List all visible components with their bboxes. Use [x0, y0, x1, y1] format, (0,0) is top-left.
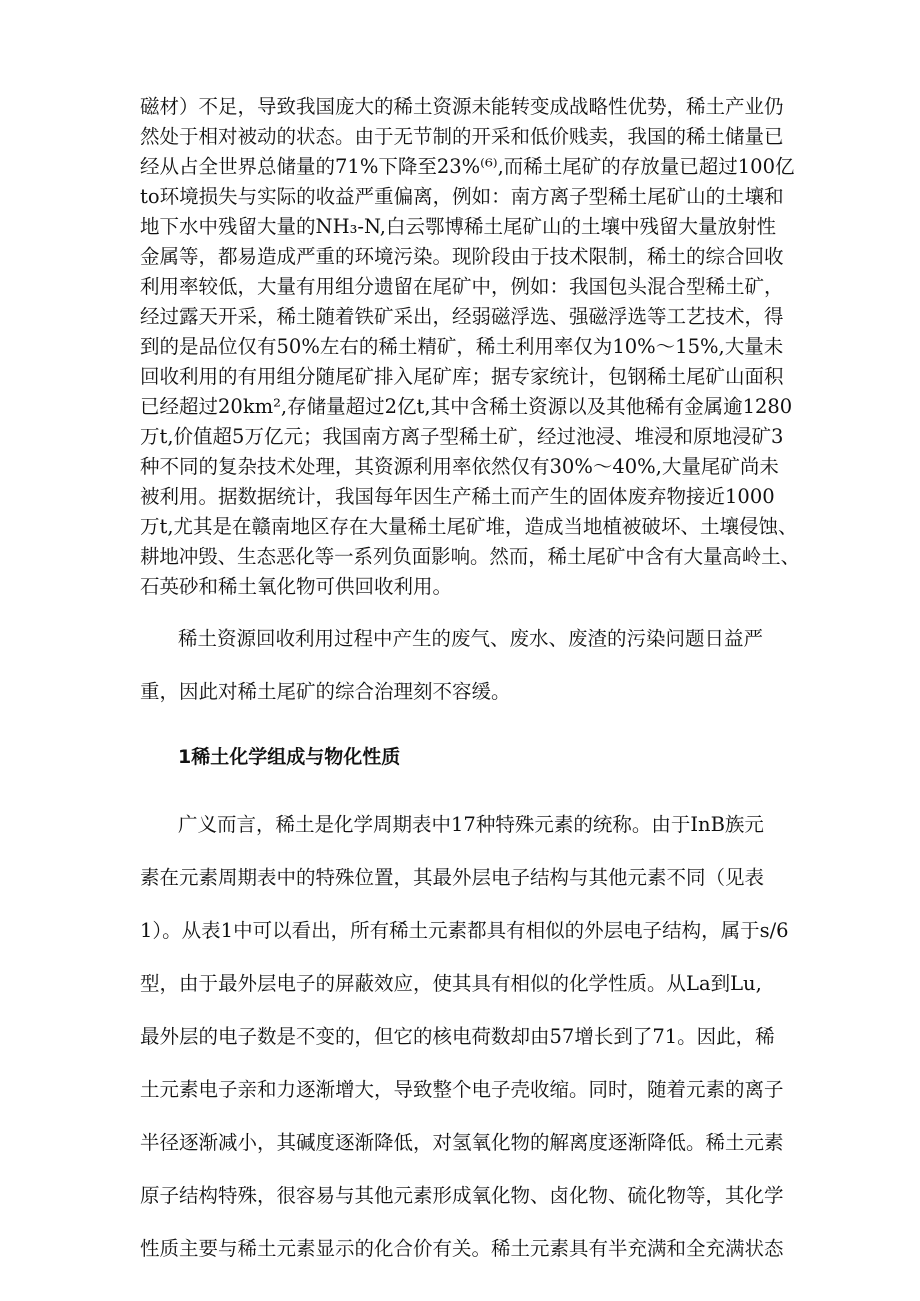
text-line: 原子结构特殊，很容易与其他元素形成氧化物、卤化物、硫化物等，其化学 [140, 1184, 784, 1207]
text-line: 磁材）不足，导致我国庞大的稀土资源未能转变成战略性优势，稀土产业仍 [140, 95, 784, 118]
text-line: 素在元素周期表中的特殊位置，其最外层电子结构与其他元素不同（见表 [140, 866, 765, 889]
text-line: 广义而言，稀土是化学周期表中17种特殊元素的统称。由于InB族元 [178, 813, 764, 836]
text-line: 最外层的电子数是不变的，但它的核电荷数却由57增长到了71。因此，稀 [140, 1025, 775, 1048]
text-line: 土元素电子亲和力逐渐增大，导致整个电子壳收缩。同时，随着元素的离子 [140, 1078, 784, 1101]
text-line: 重，因此对稀土尾矿的综合治理刻不容缓。 [140, 680, 511, 703]
text-line: 金属等，都易造成严重的环境污染。现阶段由于技术限制，稀土的综合回收 [140, 245, 784, 268]
text-line: 万t,尤其是在赣南地区存在大量稀土尾矿堆，造成当地植被破坏、土壤侵蚀、 [140, 515, 798, 538]
text-line: 半径逐渐减小，其碱度逐渐降低，对氢氧化物的解离度逐渐降低。稀土元素 [140, 1131, 784, 1154]
text-line: 被利用。据数据统计，我国每年因生产稀土而产生的固体废弃物接近1000 [140, 485, 775, 508]
text-line: 性质主要与稀土元素显示的化合价有关。稀土元素具有半充满和全充满状态 [140, 1237, 784, 1260]
text-line: 经从占全世界总储量的71%下降至23%⁽⁶⁾,而稀土尾矿的存放量已超过100亿 [140, 155, 795, 178]
text-line: 利用率较低，大量有用组分遗留在尾矿中，例如：我国包头混合型稀土矿， [140, 275, 784, 298]
text-line: 型，由于最外层电子的屏蔽效应，使其具有相似的化学性质。从La到Lu, [140, 972, 762, 995]
text-line: 万t,价值超5万亿元；我国南方离子型稀土矿，经过池浸、堆浸和原地浸矿3 [140, 425, 784, 448]
section-heading: 1稀土化学组成与物化性质 [178, 746, 401, 768]
text-line: to环境损失与实际的收益严重偏离，例如：南方离子型稀土尾矿山的土壤和 [140, 185, 784, 208]
text-line: 1）。从表1中可以看出，所有稀土元素都具有相似的外层电子结构，属于s/6 [140, 919, 789, 942]
text-line: 稀土资源回收利用过程中产生的废气、废水、废渣的污染问题日益严 [178, 627, 764, 650]
text-line: 回收利用的有用组分随尾矿排入尾矿库；据专家统计，包钢稀土尾矿山面积 [140, 365, 784, 388]
text-line: 地下水中残留大量的NH₃-N,白云鄂博稀土尾矿山的土壤中残留大量放射性 [140, 215, 776, 238]
text-line: 到的是品位仅有50%左右的稀土精矿，稀土利用率仅为10%～15%,大量未 [140, 335, 784, 358]
text-line: 种不同的复杂技术处理，其资源利用率依然仅有30%～40%,大量尾矿尚未 [140, 455, 779, 478]
text-line: 石英砂和稀土氧化物可供回收利用。 [140, 575, 453, 598]
text-line: 耕地冲毁、生态恶化等一系列负面影响。然而，稀土尾矿中含有大量高岭土、 [140, 545, 801, 568]
text-line: 经过露天开采，稀土随着铁矿采出，经弱磁浮选、强磁浮选等工艺技术，得 [140, 305, 784, 328]
text-line: 已经超过20km²,存储量超过2亿t,其中含稀土资源以及其他稀有金属逾1280 [140, 395, 793, 418]
text-line: 然处于相对被动的状态。由于无节制的开采和低价贱卖，我国的稀土储量已 [140, 125, 784, 148]
